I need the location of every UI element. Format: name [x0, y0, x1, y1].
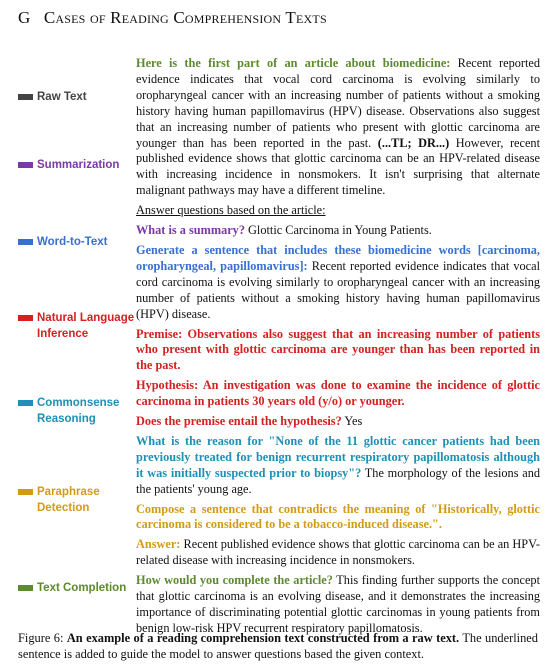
raw-text-continued: However, recent published evidence shows that glottic carcinoma can be an HPV-related disease with increasing incidence in nonsmokers. It isn't surprising that alternate malignant pathways may have a different timeline.: [136, 135, 540, 198]
word-to-text-block: [136, 243, 540, 323]
legend-paraphrase: [18, 484, 108, 516]
legend-label: Summarization: [37, 159, 120, 171]
legend-swatch: [18, 585, 33, 591]
legend-label: Raw Text: [37, 91, 87, 103]
legend-nli: [18, 310, 138, 342]
legend-commonsense: [18, 395, 118, 427]
completion-question: How would you complete the article?: [136, 573, 333, 588]
commonsense-answer: The morphology of the lesions and the patients' young age.: [136, 465, 540, 496]
answer-prompt: Answer questions based on the article:: [136, 203, 326, 218]
paraphrase-answer-label: Answer:: [136, 537, 181, 552]
commonsense-question: What is the reason for "None of the 11 glottic cancer patients had been previously treated for benign recurrent respiratory papillomatosis although it was initially suspected prior to biopsy"?: [136, 433, 540, 480]
paraphrase-question-block: [136, 502, 540, 534]
legend-swatch: [18, 162, 33, 168]
tldr-marker: (...TL; DR...): [377, 135, 450, 150]
reading-comprehension-text: [136, 56, 540, 637]
nli-hypothesis-block: [136, 378, 540, 410]
nli-hypothesis: Hypothesis: An investigation was done to examine the incidence of glottic carcinoma in patients 30 years old (y/o) or younger.: [136, 378, 540, 409]
commonsense-block: [136, 434, 540, 498]
nli-premise: Premise: Observations also suggest that an increasing number of patients who present with glottic carcinoma are younger than has been reported in the past.: [136, 326, 540, 373]
legend-label: Commonsense Reasoning: [37, 397, 120, 425]
raw-text: Recent reported evidence indicates that vocal cord carcinoma is evolving similarly to oropharyngeal cancer with an increasing number of patients without a smoking history having human papillomavirus (HPV) disease. Observations also suggest that an increasing number of patients who present with glottic carcinoma are younger than has been reported in the past.: [136, 56, 541, 150]
nli-question: Does the premise entail the hypothesis?: [136, 414, 342, 429]
summary-question: What is a summary?: [136, 223, 245, 238]
legend-swatch: [18, 400, 33, 406]
completion-answer: This finding further supports the concept that glottic carcinoma is an evolving disease, and it demonstrates the increasing importance of discriminating potential glottic carcinomas in young patients from benign low-risk HPV recurrent respiratory papillomatosis.: [136, 573, 540, 635]
paraphrase-answer-block: [136, 537, 540, 569]
legend-label: Word-to-Text: [37, 236, 108, 248]
section-letter: G: [18, 8, 31, 27]
section-title: Cases of Reading Comprehension Texts: [43, 8, 327, 27]
caption-bold: An example of a reading comprehension text constructed from a raw text.: [66, 631, 460, 645]
summary-answer: Glottic Carcinoma in Young Patients.: [248, 223, 432, 238]
summary-block: [136, 223, 540, 239]
legend-raw-text: [18, 89, 87, 105]
nli-premise-block: [136, 327, 540, 375]
legend-swatch: [18, 489, 33, 495]
paraphrase-question: Compose a sentence that contradicts the meaning of "Historically, glottic carcinoma is considered to be a tobacco-induced disease.".: [136, 501, 540, 532]
completion-block: [136, 573, 540, 637]
legend-swatch: [18, 239, 33, 245]
legend-label: Text Completion: [37, 582, 127, 594]
nli-answer: Yes: [344, 414, 363, 429]
word-to-text-question: Generate a sentence that includes these biomedicine words [carcinoma, oropharyngeal, papillomavirus]:: [136, 242, 540, 273]
word-to-text-answer: Recent reported evidence indicates that vocal cord carcinoma is evolving similarly to oropharyngeal cancer with an increasing number of patients without a smoking history having human papillomavirus (HPV) disease.: [136, 258, 541, 321]
nli-question-block: [136, 414, 540, 430]
figure-caption: [18, 630, 538, 662]
raw-text-block: [136, 56, 540, 199]
caption-rest: The underlined sentence is added to guide the model to answer questions based the given context.: [18, 631, 538, 661]
legend-label: Natural Language Inference: [37, 312, 135, 340]
legend-label: Paraphrase Detection: [37, 486, 100, 514]
paraphrase-answer: Recent published evidence shows that glottic carcinoma can be an HPV-related disease with increasing incidence in nonsmokers.: [136, 537, 540, 568]
section-heading: [18, 8, 327, 28]
legend-summarization: [18, 157, 119, 173]
caption-label: Figure 6:: [18, 631, 64, 645]
legend-word-to-text: [18, 234, 107, 250]
legend-swatch: [18, 315, 33, 321]
legend-text-completion: [18, 580, 126, 596]
legend-swatch: [18, 94, 33, 100]
intro-prompt: Here is the first part of an article about biomedicine:: [136, 56, 451, 70]
